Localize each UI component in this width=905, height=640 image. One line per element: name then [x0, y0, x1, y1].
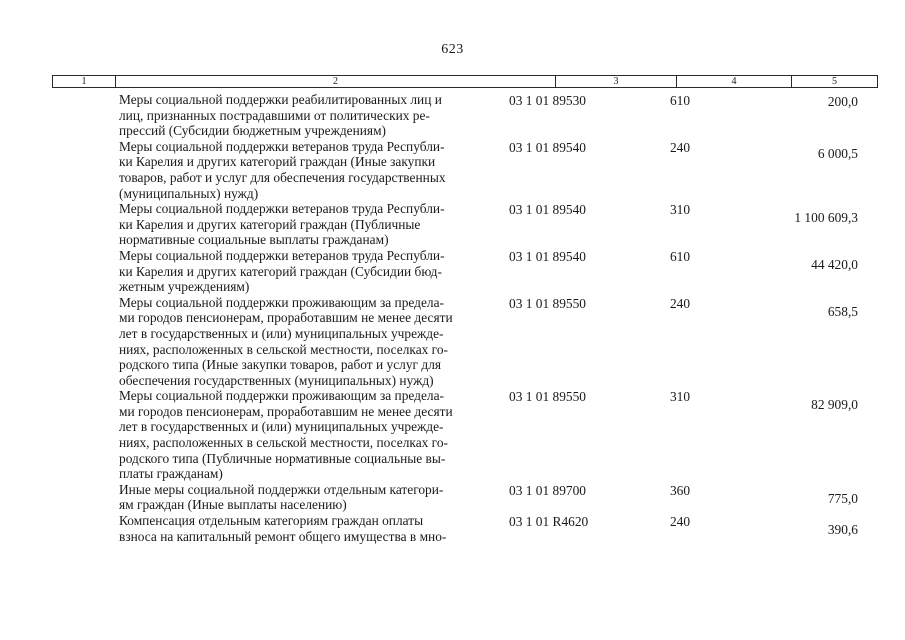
row-type: 610: [669, 93, 691, 108]
row-name: Меры социальной поддержки проживающим за предела- ми городов пенсионерам, проработавшим не менее десяти лет в государственных и (или) муниципальных учрежде- ниях, расположенных в сельской местности, поселках го- родского типа (Иные закупки товаров, работ и услуг для обеспечения государственных (муниципальных) нужд): [119, 294, 453, 388]
table-row: [0, 248, 905, 295]
row-amount: 1 100 609,3: [794, 210, 858, 226]
row-amount: 775,0: [827, 490, 858, 506]
row-code: 03 1 01 89550: [509, 389, 586, 405]
row-name: Меры социальной поддержки проживающим за предела- ми городов пенсионерам, проработавшим не менее десяти лет в государственных и (или) муниципальных учрежде- ниях, расположенных в сельской местности, поселках го- родского типа (Публичные нормативные социальные вы- платы гражданам): [119, 388, 453, 482]
row-code: 03 1 01 89550: [509, 295, 586, 311]
column-header-3: 3: [556, 76, 677, 87]
row-type: 610: [669, 248, 691, 264]
row-amount: 390,6: [827, 522, 858, 538]
row-name: Меры социальной поддержки реабилитированных лиц и лиц, признанных пострадавшими от политических ре- прессий (Субсидии бюджетным учреждениям): [119, 92, 442, 139]
row-code: 03 1 01 89540: [509, 139, 586, 155]
row-type: 310: [669, 389, 691, 405]
row-name: Меры социальной поддержки ветеранов труда Республи- ки Карелия и других категорий граждан (Иные закупки товаров, работ и услуг для обеспечения государственных (муниципальных) нужд): [119, 138, 446, 201]
page-number: 623: [441, 42, 464, 57]
table-row: [0, 201, 905, 248]
row-amount: 200,0: [827, 94, 858, 109]
row-code: 03 1 01 89530: [509, 93, 586, 108]
row-amount: 6 000,5: [817, 145, 858, 161]
column-header-1: 1: [53, 76, 116, 87]
row-code: 03 1 01 89700: [509, 482, 586, 498]
table-body: [0, 92, 905, 544]
row-code: 03 1 01 89540: [509, 202, 586, 218]
table-row: [0, 482, 905, 513]
row-type: 240: [669, 514, 691, 530]
column-header-row: [52, 75, 878, 88]
row-code: 03 1 01 89540: [509, 248, 586, 264]
row-name: Меры социальной поддержки ветеранов труда Республи- ки Карелия и других категорий граждан (Субсидии бюд- жетным учреждениям): [119, 247, 445, 295]
column-header-5: 5: [832, 76, 837, 87]
table-row: [0, 513, 905, 544]
row-type: 240: [669, 295, 691, 311]
row-amount: 44 420,0: [811, 256, 858, 272]
row-name: Меры социальной поддержки ветеранов труда Республи- ки Карелия и других категорий граждан (Публичные нормативные социальные выплаты гражданам): [119, 201, 445, 248]
table-row: [0, 388, 905, 482]
row-type: 310: [669, 202, 691, 218]
row-amount: 658,5: [827, 303, 858, 319]
table-row: [0, 139, 905, 201]
row-type: 360: [669, 482, 691, 498]
table-row: [0, 295, 905, 389]
column-header-2: 2: [116, 76, 556, 87]
row-name: Иные меры социальной поддержки отдельным категори- ям граждан (Иные выплаты населению): [119, 481, 444, 513]
row-code: 03 1 01 R4620: [509, 514, 589, 530]
table-row: [0, 92, 905, 139]
row-type: 240: [669, 139, 691, 155]
row-name: Компенсация отдельным категориям граждан оплаты взноса на капитальный ремонт общего имущества в мно-: [119, 513, 447, 544]
row-amount: 82 909,0: [811, 397, 858, 413]
column-header-4: 4: [677, 76, 792, 87]
